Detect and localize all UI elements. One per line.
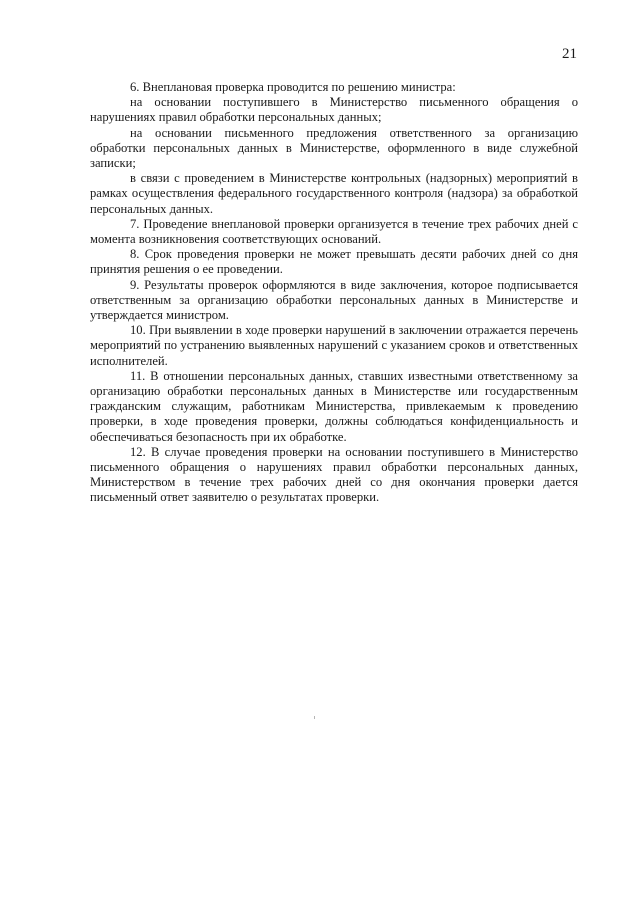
paragraph-12: 12. В случае проведения проверки на основании поступившего в Министерство письменного обращения о нарушениях правил обработки персональных данных, Министерством в течение трех рабочих дней со дня окончания проверки дается письменный ответ заявителю о результатах проверки.: [90, 444, 578, 505]
paragraph-10: 10. При выявлении в ходе проверки нарушений в заключении отражается перечень мероприятий по устранению выявленных нарушений с указанием сроков и ответственных исполнителей.: [90, 323, 578, 368]
paragraph-7: 7. Проведение внеплановой проверки организуется в течение трех рабочих дней с момента возникновения соответствующих оснований.: [90, 216, 578, 247]
document-body: [90, 80, 578, 506]
paragraph-6: 6. Внеплановая проверка проводится по решению министра:: [130, 80, 456, 94]
paragraph-11: 11. В отношении персональных данных, ставших известными ответственному за организацию обработки персональных данных в Министерстве или государственным гражданским служащим, работникам Министерства, привлекаемым к проведению проверки, в ходе проведения проверки, должны соблюдаться конфиденциальность и обеспечиваться безопасность при их обработке.: [90, 368, 578, 444]
paragraph-6-basis-memo: на основании письменного предложения ответственного за организацию обработки персональных данных в Министерстве, оформленного в виде служебной записки;: [90, 125, 578, 171]
paragraph-8: 8. Срок проведения проверки не может превышать десяти рабочих дней со дня принятия решения о ее проведении.: [90, 247, 578, 277]
paragraph-6-basis-appeal: на основании поступившего в Министерство письменного обращения о нарушениях правил обработки персональных данных;: [90, 95, 578, 125]
scan-artifact: [314, 716, 315, 719]
page-number: 21: [562, 46, 577, 62]
paragraph-6-basis-control: в связи с проведением в Министерстве контрольных (надзорных) мероприятий в рамках осуществления федерального государственного контроля (надзора) за обработкой персональных данных.: [90, 171, 578, 216]
paragraph-9: 9. Результаты проверок оформляются в виде заключения, которое подписывается ответственным за организацию обработки персональных данных в Министерстве и утверждается министром.: [90, 277, 578, 323]
